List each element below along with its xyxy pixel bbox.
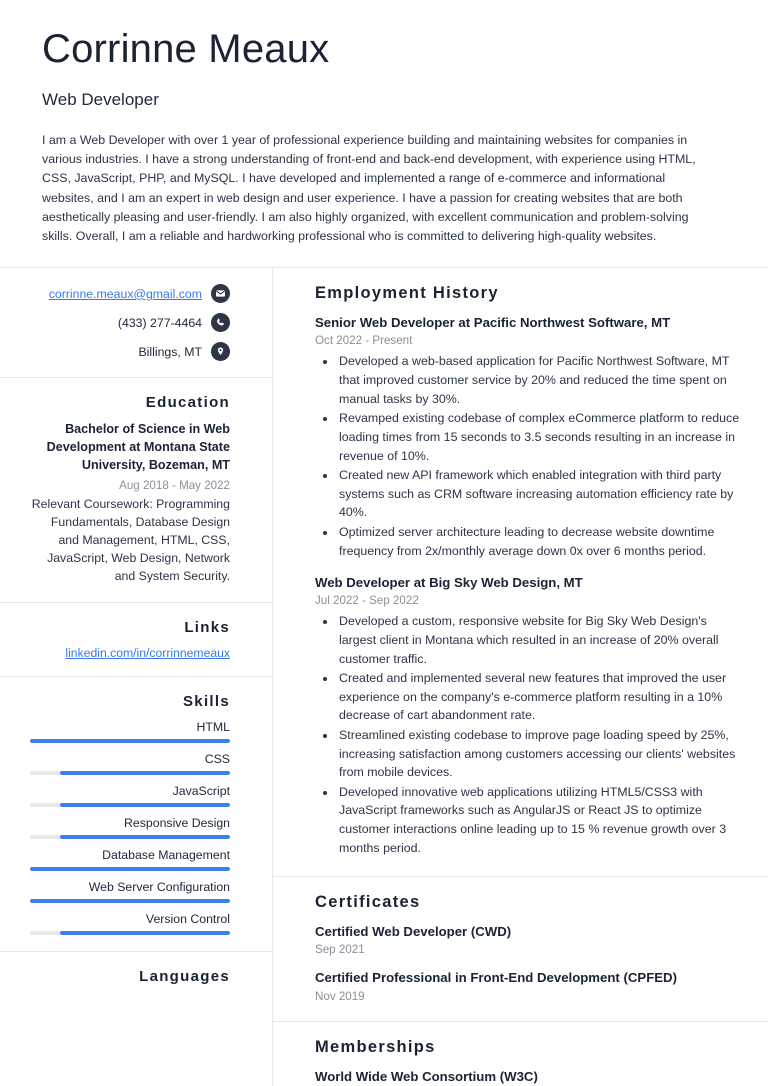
phone-icon <box>211 313 230 332</box>
memberships-title: Memberships <box>315 1037 436 1056</box>
main-column <box>273 268 768 1086</box>
employment-entry-bullets <box>315 612 744 857</box>
skill-track <box>30 771 230 775</box>
languages-block <box>0 952 272 1011</box>
skill-fill <box>60 835 230 839</box>
languages-title: Languages <box>139 967 230 985</box>
location-pin-icon <box>211 342 230 361</box>
skill-fill <box>60 803 230 807</box>
education-date: Aug 2018 - May 2022 <box>119 478 230 492</box>
certificate-date: Nov 2019 <box>315 989 365 1003</box>
candidate-name: Corrinne Meaux <box>42 27 330 71</box>
sidebar <box>0 268 273 1086</box>
skill-track <box>30 867 230 871</box>
skill-fill <box>60 931 230 935</box>
skill-fill <box>60 771 230 775</box>
skill-track <box>30 899 230 903</box>
skill-label: CSS <box>204 751 230 766</box>
bullet-item: • Developed a web-based application for Pacific Northwest Software, MT that improved customer service by 20% and reduced the time spent on manual tasks by 30%. <box>337 352 744 408</box>
links-block <box>0 603 272 677</box>
professional-summary: I am a Web Developer with over 1 year of professional experience building and maintaining websites for companies in various industries. I have a strong understanding of front-end and back-end development, with experience using HTML, CSS, JavaScript, PHP, and MySQL. I have developed and implemented a range of e-commerce and informational websites, and I am an expert in web design and user experience. I have a passion for creating websites that are both aesthetically pleasing and user-friendly. I am also highly organized, with excellent communication and problem-solving skills. Overall, I am a reliable and hardworking professional who is committed to delivering high-quality websites. <box>42 133 696 244</box>
resume-header <box>0 0 768 246</box>
skill-label: Version Control <box>145 911 230 926</box>
contact-row-phone[interactable] <box>30 313 230 332</box>
skill-row <box>30 752 230 775</box>
certificates-block <box>273 877 768 1021</box>
links-title: Links <box>184 618 230 636</box>
skill-fill <box>30 867 230 871</box>
education-title: Education <box>145 394 230 412</box>
resume-body <box>0 268 768 1086</box>
certificate-entry <box>315 923 744 956</box>
location-text: Billings, MT <box>138 344 202 359</box>
skill-row <box>30 720 230 743</box>
skill-label: Responsive Design <box>124 815 230 830</box>
employment-entry-date: Jul 2022 - Sep 2022 <box>315 594 419 608</box>
skill-label: Web Server Configuration <box>88 879 230 894</box>
skill-label: JavaScript <box>172 783 230 798</box>
certificate-title: Certified Professional in Front-End Development (CPFED) <box>315 970 677 986</box>
skill-fill <box>30 739 230 743</box>
skill-label: Database Management <box>102 847 230 862</box>
employment-entry <box>315 314 744 560</box>
employment-entry-title: Senior Web Developer at Pacific Northwest Software, MT <box>315 315 671 331</box>
employment-entry-bullets <box>315 352 744 560</box>
email-text[interactable]: corrinne.meaux@gmail.com <box>48 286 202 301</box>
employment-entry <box>315 574 744 857</box>
skills-block <box>0 677 272 952</box>
skills-title: Skills <box>183 692 230 710</box>
employment-entry-title: Web Developer at Big Sky Web Design, MT <box>315 575 583 591</box>
skill-row <box>30 912 230 935</box>
skill-fill <box>30 899 230 903</box>
skill-track <box>30 803 230 807</box>
contact-details-block <box>0 268 272 378</box>
candidate-job-title: Web Developer <box>42 90 159 109</box>
education-degree: Bachelor of Science in Web Development at Montana State University, Bozeman, MT <box>46 422 230 473</box>
phone-text: (433) 277-4464 <box>117 315 202 330</box>
bullet-item: • Developed a custom, responsive website for Big Sky Web Design's largest client in Montana which resulted in an increase of 20% overall customer traffic. <box>337 612 744 668</box>
bullet-item: • Created new API framework which enabled integration with third party systems such as CRM software increasing automation efficiency rate by 40%. <box>337 466 744 522</box>
education-description: Relevant Coursework: Programming Fundamentals, Database Design and Management, HTML, CSS, JavaScript, Web Design, Network and System Security. <box>31 496 230 583</box>
employment-entry-date: Oct 2022 - Present <box>315 334 413 348</box>
skill-row <box>30 880 230 903</box>
link-item[interactable]: linkedin.com/in/corrinnemeaux <box>65 645 230 660</box>
certificates-title: Certificates <box>315 893 421 912</box>
certificate-date: Sep 2021 <box>315 943 365 957</box>
membership-title: World Wide Web Consortium (W3C) <box>315 1068 538 1084</box>
skill-row <box>30 784 230 807</box>
skill-track <box>30 739 230 743</box>
skill-label: HTML <box>196 719 230 734</box>
employment-history-block <box>273 268 768 877</box>
memberships-block <box>273 1022 768 1086</box>
skill-track <box>30 931 230 935</box>
skill-track <box>30 835 230 839</box>
membership-entry <box>315 1068 744 1085</box>
certificate-title: Certified Web Developer (CWD) <box>315 924 512 940</box>
skill-row <box>30 848 230 871</box>
education-block <box>0 378 272 602</box>
bullet-item: • Streamlined existing codebase to improve page loading speed by 25%, increasing satisfaction among customers accessing our clients' websites from mobile devices. <box>337 726 744 782</box>
contact-row-email[interactable] <box>30 284 230 303</box>
employment-history-title: Employment History <box>315 284 499 303</box>
certificate-entry <box>315 969 744 1002</box>
bullet-item: • Developed innovative web applications utilizing HTML5/CSS3 with JavaScript frameworks such as AngularJS or React JS to optimize customer interactions online leading up to 15 % revenue growth over 3 months period. <box>337 783 744 857</box>
contact-row-location <box>30 342 230 361</box>
skill-row <box>30 816 230 839</box>
envelope-icon <box>211 284 230 303</box>
bullet-item: • Revamped existing codebase of complex eCommerce platform to reduce loading times from 15 seconds to 3.5 seconds resulting in an increase in revenue of 10%. <box>337 409 744 465</box>
bullet-item: • Optimized server architecture leading to decrease website downtime frequency from 2x/monthly average down 0x over 6 months period. <box>337 523 744 560</box>
bullet-item: • Created and implemented several new features that improved the user experience on the company's e-commerce platform resulting in a 10% decrease of cart abandonment rate. <box>337 669 744 725</box>
